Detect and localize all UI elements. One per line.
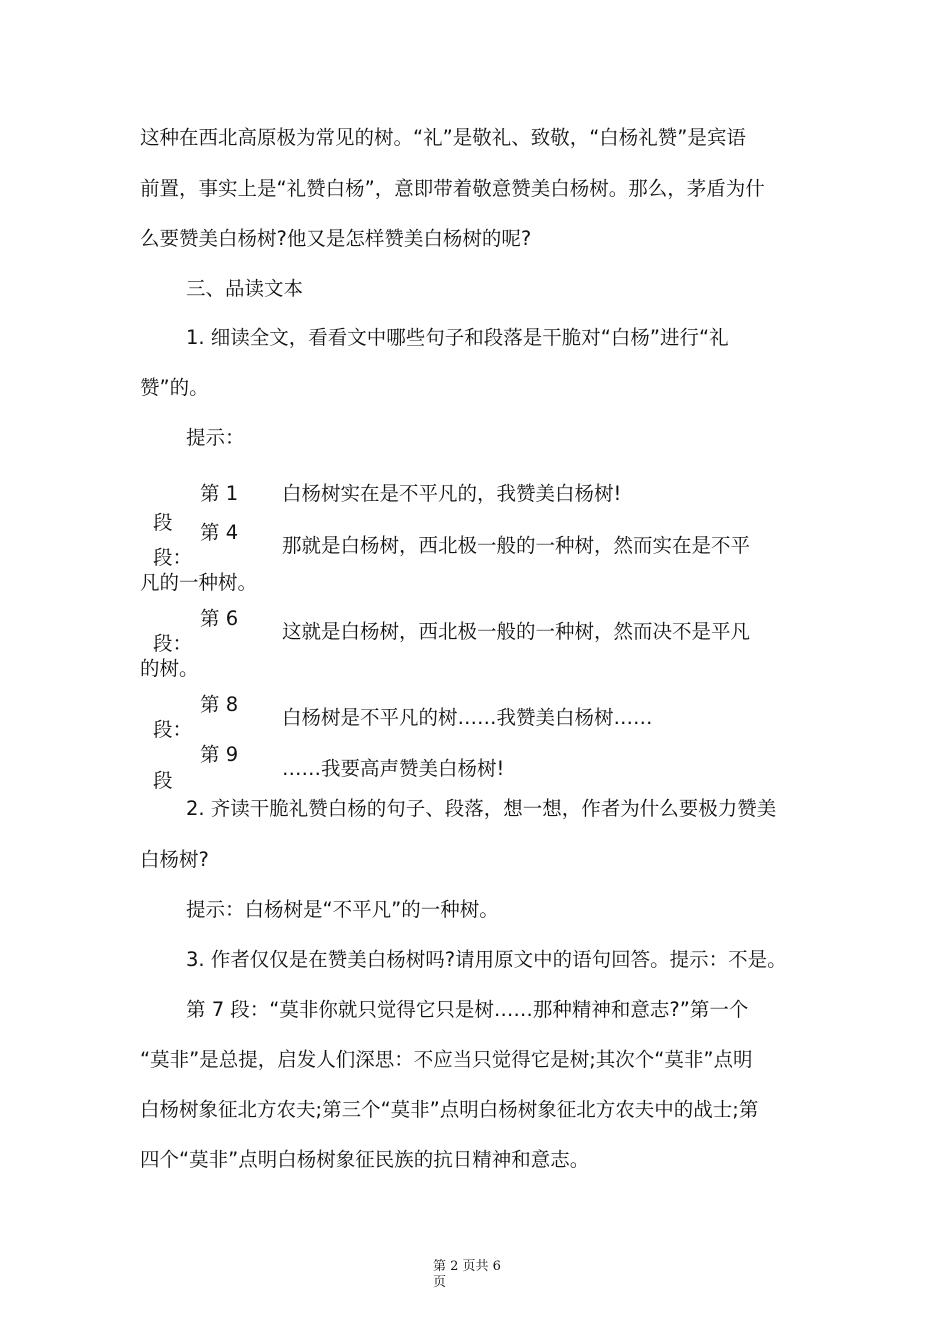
quote-continuation: 凡的一种树。 <box>140 571 258 594</box>
quote-para-label: 第 9 <box>200 743 239 766</box>
intro-line-3: 么要赞美白杨树?他又是怎样赞美白杨树的呢? <box>140 227 532 250</box>
quote-duan-label: 段 <box>153 769 173 792</box>
q1-hint-label: 提示： <box>186 426 245 449</box>
quote-para-label: 第 6 <box>200 607 239 630</box>
para7-line-1: 第 7 段：“莫非你就只觉得它只是树……那种精神和意志?”第一个 <box>186 998 749 1021</box>
quote-para-label: 第 4 <box>200 521 239 544</box>
para7-line-3: 白杨树象征北方农夫;第三个“莫非”点明白杨树象征北方农夫中的战士;第 <box>140 1098 759 1121</box>
q1-line-1: 1. 细读全文，看看文中哪些句子和段落是干脆对“白杨”进行“礼 <box>186 326 729 349</box>
q2-line-2: 白杨树? <box>140 848 209 871</box>
quote-text: 白杨树实在是不平凡的，我赞美白杨树! <box>282 482 622 505</box>
q3-line-1: 3. 作者仅仅是在赞美白杨树吗?请用原文中的语句回答。提示：不是。 <box>186 948 787 971</box>
page-number-suffix: 页 <box>433 1275 447 1290</box>
para7-line-2: “莫非”是总提，启发人们深思：不应当只觉得它是树;其次个“莫非”点明 <box>140 1048 753 1071</box>
q1-line-2: 赞”的。 <box>140 376 209 399</box>
quote-para-label: 第 1 <box>200 482 239 505</box>
quote-text: ……我要高声赞美白杨树! <box>282 757 505 780</box>
quote-duan-label: 段： <box>153 632 193 655</box>
quote-text: 那就是白杨树，西北极一般的一种树，然而实在是不平 <box>282 534 751 557</box>
quote-duan-label: 段： <box>153 546 193 569</box>
section-heading: 三、品读文本 <box>186 277 304 300</box>
quote-para-label: 第 8 <box>200 693 239 716</box>
page-number: 第 2 页共 6 <box>433 1259 501 1274</box>
q2-line-1: 2. 齐读干脆礼赞白杨的句子、段落，想一想，作者为什么要极力赞美 <box>186 797 777 820</box>
quote-text: 白杨树是不平凡的树……我赞美白杨树…… <box>282 706 653 729</box>
quote-duan-label: 段 <box>153 511 173 534</box>
para7-line-4: 四个“莫非”点明白杨树象征民族的抗日精神和意志。 <box>140 1148 590 1171</box>
quote-duan-label: 段： <box>153 718 193 741</box>
intro-line-2: 前置，事实上是“礼赞白杨”，意即带着敬意赞美白杨树。那么，茅盾为什 <box>140 177 765 200</box>
quote-continuation: 的树。 <box>140 657 199 680</box>
quote-text: 这就是白杨树，西北极一般的一种树，然而决不是平凡 <box>282 620 751 643</box>
q2-hint: 提示：白杨树是“不平凡”的一种树。 <box>186 898 499 921</box>
intro-line-1: 这种在西北高原极为常见的树。“礼”是敬礼、致敬，“白杨礼赞”是宾语 <box>140 126 746 149</box>
